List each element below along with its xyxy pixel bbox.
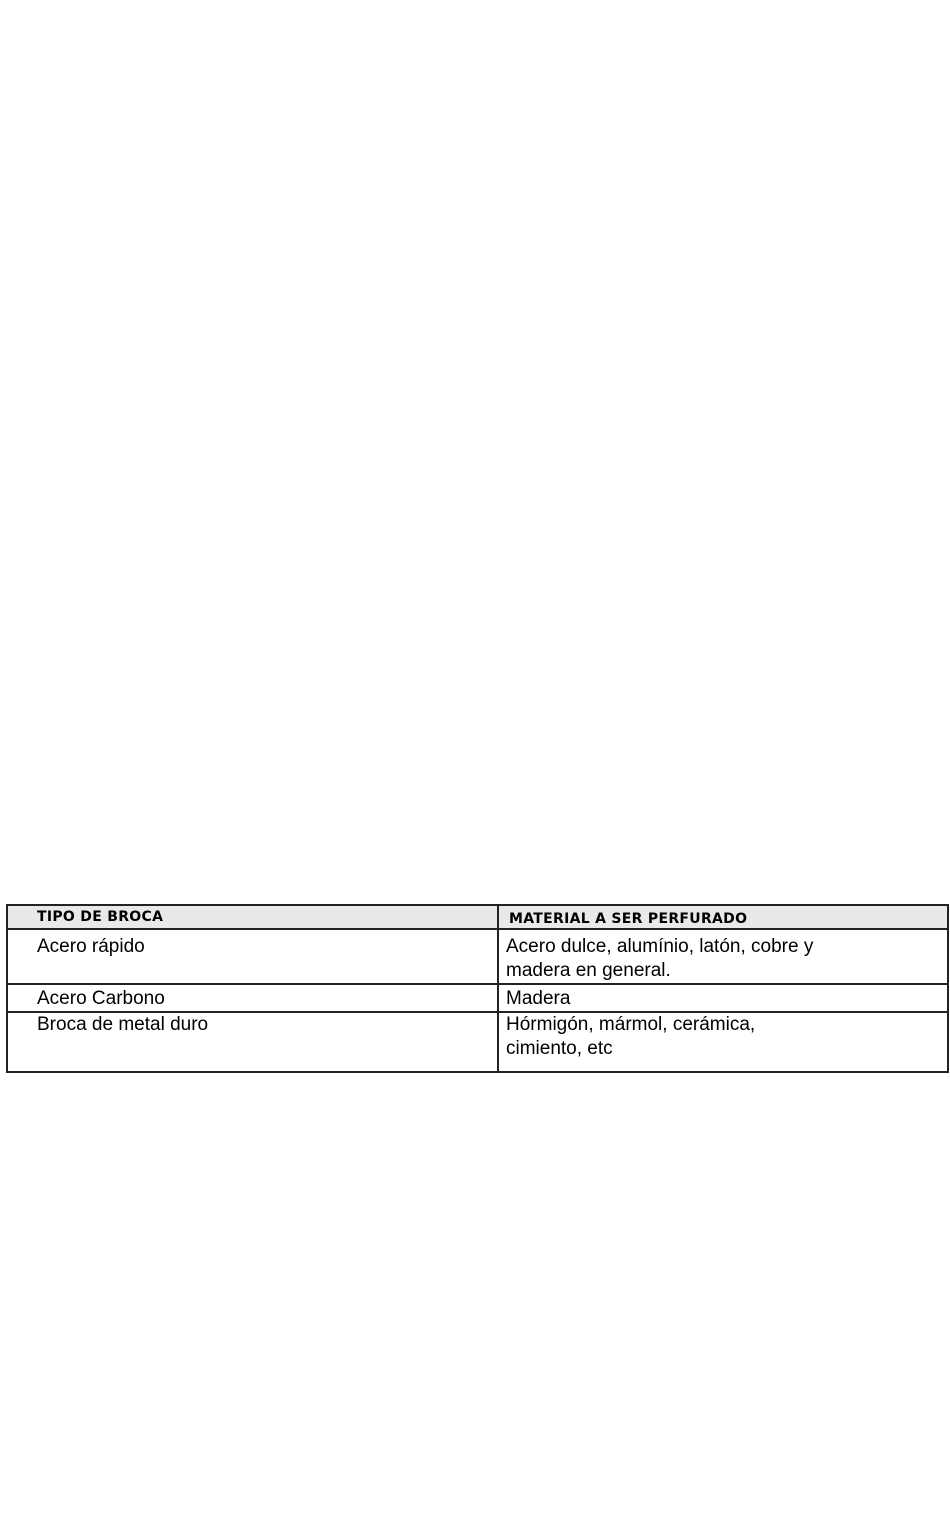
cell-text: Acero rápido bbox=[37, 936, 145, 957]
cell-text: Broca de metal duro bbox=[37, 1014, 209, 1035]
table-row bbox=[7, 929, 948, 984]
cell-text: Acero dulce, alumínio, latón, cobre y madera en general. bbox=[506, 936, 814, 981]
table-cell bbox=[498, 929, 948, 984]
header-cell-tipo bbox=[7, 905, 498, 929]
table-cell bbox=[7, 984, 498, 1012]
table-cell bbox=[498, 984, 948, 1012]
table-row bbox=[7, 984, 948, 1012]
table-cell bbox=[7, 1012, 498, 1072]
drill-bit-table bbox=[6, 904, 949, 1073]
cell-text: Hórmigón, mármol, cerámica, cimiento, etc bbox=[506, 1014, 756, 1059]
cell-text: Madera bbox=[506, 988, 571, 1009]
table-cell bbox=[7, 929, 498, 984]
header-label: MATERIAL A SER PERFURADO bbox=[509, 911, 748, 927]
table-row bbox=[7, 1012, 948, 1072]
header-cell-material bbox=[498, 905, 948, 929]
header-label: TIPO DE BROCA bbox=[37, 909, 164, 925]
cell-text: Acero Carbono bbox=[37, 988, 165, 1009]
table-header-row bbox=[7, 905, 948, 929]
table-cell bbox=[498, 1012, 948, 1072]
